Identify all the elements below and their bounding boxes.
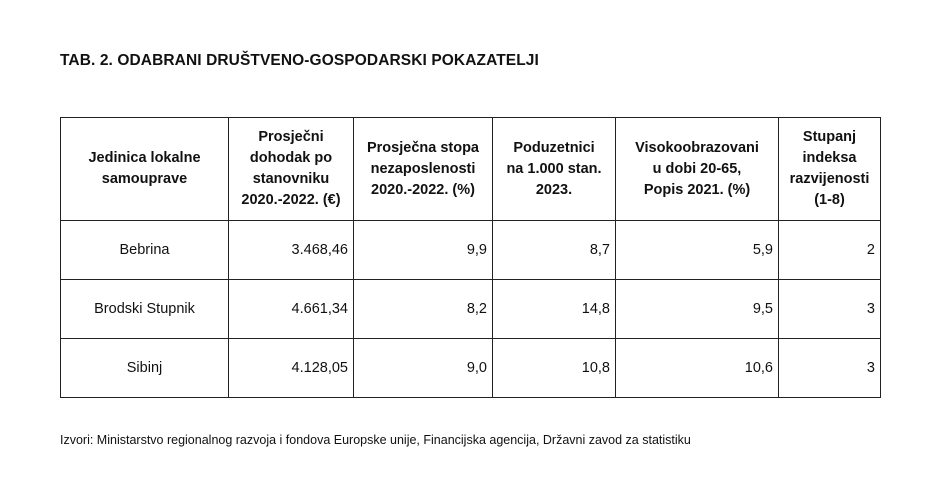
cell-unit: Bebrina: [61, 221, 229, 280]
header-development-index: Stupanj indeksa razvijenosti (1-8): [779, 118, 881, 221]
cell-development-index: 3: [779, 339, 881, 398]
cell-unemployment: 9,9: [354, 221, 493, 280]
header-entrepreneurs: Poduzetnici na 1.000 stan. 2023.: [493, 118, 616, 221]
cell-income: 4.661,34: [229, 280, 354, 339]
cell-unit: Brodski Stupnik: [61, 280, 229, 339]
table-row: [61, 221, 881, 280]
table-title: TAB. 2. ODABRANI DRUŠTVENO-GOSPODARSKI POKAZATELJI: [60, 52, 539, 69]
table-row: [61, 280, 881, 339]
header-unit: Jedinica lokalne samouprave: [61, 118, 229, 221]
cell-entrepreneurs: 10,8: [493, 339, 616, 398]
cell-development-index: 3: [779, 280, 881, 339]
header-highly-educated: Visokoobrazovani u dobi 20-65, Popis 2021. (%): [616, 118, 779, 221]
cell-highly-educated: 10,6: [616, 339, 779, 398]
header-unemployment: Prosječna stopa nezaposlenosti 2020.-2022. (%): [354, 118, 493, 221]
source-note: Izvori: Ministarstvo regionalnog razvoja i fondova Europske unije, Financijska agencija, Državni zavod za statistiku: [60, 433, 691, 447]
header-income: Prosječni dohodak po stanovniku 2020.-2022. (€): [229, 118, 354, 221]
table-header-row: [61, 118, 881, 221]
cell-entrepreneurs: 14,8: [493, 280, 616, 339]
cell-highly-educated: 9,5: [616, 280, 779, 339]
cell-income: 3.468,46: [229, 221, 354, 280]
cell-unit: Sibinj: [61, 339, 229, 398]
cell-income: 4.128,05: [229, 339, 354, 398]
cell-unemployment: 9,0: [354, 339, 493, 398]
cell-entrepreneurs: 8,7: [493, 221, 616, 280]
cell-development-index: 2: [779, 221, 881, 280]
cell-highly-educated: 5,9: [616, 221, 779, 280]
cell-unemployment: 8,2: [354, 280, 493, 339]
table-row: [61, 339, 881, 398]
indicators-table: [60, 117, 881, 398]
